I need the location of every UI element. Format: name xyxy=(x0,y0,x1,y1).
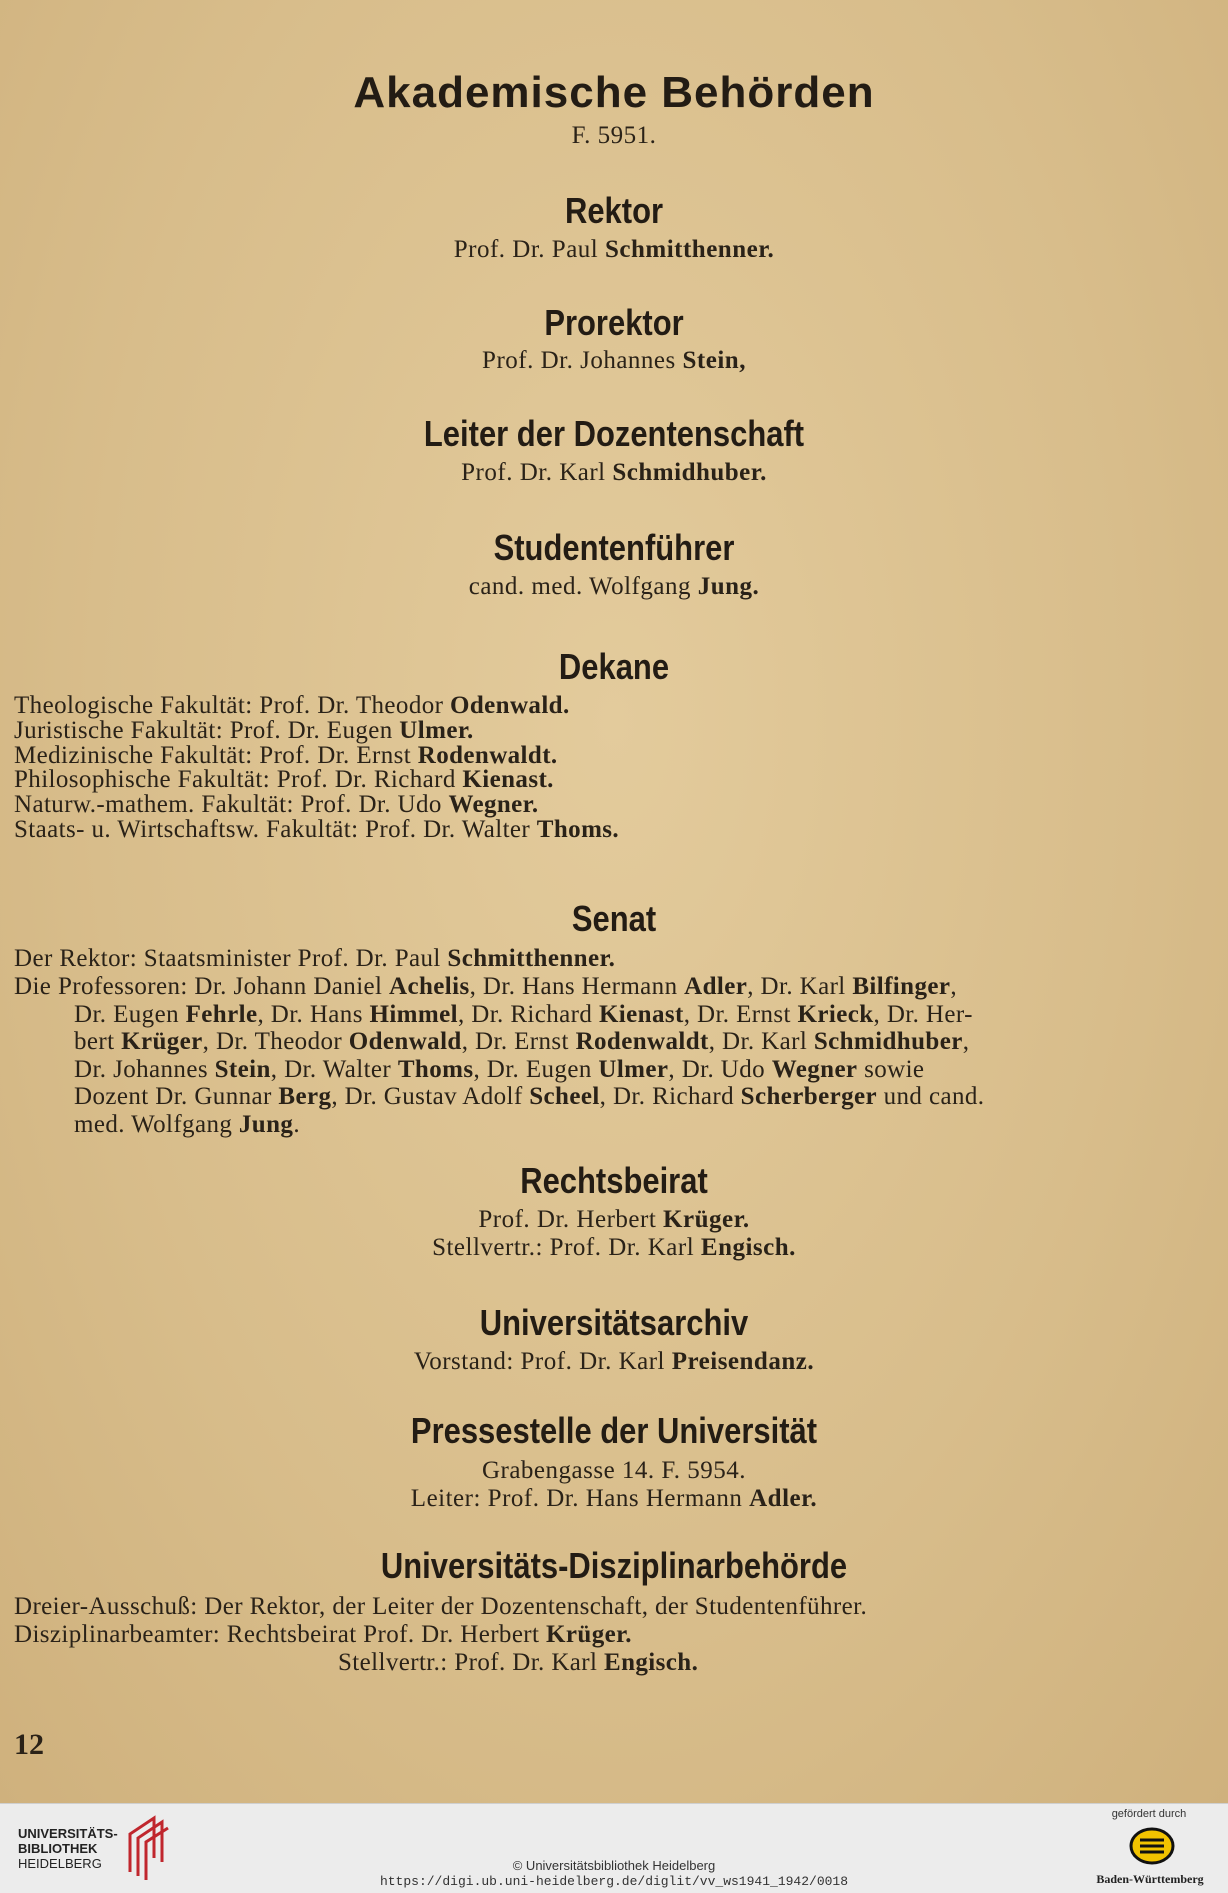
rektor-line: Prof. Dr. Paul Schmitthenner. xyxy=(453,236,775,263)
presse-line-1: Grabengasse 14. F. 5954. xyxy=(481,1457,747,1484)
rechtsbeirat-line-1: Prof. Dr. Herbert Krüger. xyxy=(478,1206,750,1233)
prorektor-heading: Prorektor xyxy=(544,302,684,343)
senat-professor-line: Die Professoren: Dr. Johann Daniel Achelis, Dr. Hans Hermann Adler, Dr. Karl Bilfinger, xyxy=(14,973,958,1000)
rechtsbeirat-heading: Rechtsbeirat xyxy=(520,1160,708,1201)
source-url-link[interactable]: https://digi.ub.uni-heidelberg.de/diglit/vv_ws1941_1942/0018 xyxy=(379,1874,849,1889)
disziplinar-line-2: Disziplinarbeamter: Rechtsbeirat Prof. Dr. Herbert Krüger. xyxy=(14,1621,632,1648)
disziplinar-heading: Universitäts-Disziplinarbehörde xyxy=(380,1545,848,1586)
rektor-heading: Rektor xyxy=(564,190,664,231)
dekan-row: Theologische Fakultät: Prof. Dr. Theodor Odenwald. xyxy=(14,692,570,719)
footer-bar xyxy=(0,1803,1228,1893)
page-title: Akademische Behörden xyxy=(353,68,875,117)
dekan-row: Medizinische Fakultät: Prof. Dr. Ernst Rodenwaldt. xyxy=(14,741,558,769)
archiv-line: Vorstand: Prof. Dr. Karl Preisendanz. xyxy=(413,1348,815,1375)
prorektor-line: Prof. Dr. Johannes Stein, xyxy=(482,347,746,374)
state-name-text: Baden-Württemberg xyxy=(1096,1872,1204,1886)
page-number: 12 xyxy=(14,1728,44,1761)
rechtsbeirat-line-2: Stellvertr.: Prof. Dr. Karl Engisch. xyxy=(432,1234,796,1261)
library-name-line-1: UNIVERSITÄTS- xyxy=(18,1826,118,1841)
disziplinar-line-3: Stellvertr.: Prof. Dr. Karl Engisch. xyxy=(338,1649,699,1676)
library-name-line-2: BIBLIOTHEK xyxy=(18,1841,98,1856)
funded-by-text: gefördert durch xyxy=(1111,1808,1187,1820)
presse-heading: Pressestelle der Universität xyxy=(410,1410,818,1451)
senat-professor-line: Dr. Eugen Fehrle, Dr. Hans Himmel, Dr. Richard Kienast, Dr. Ernst Krieck, Dr. Her- xyxy=(74,1000,973,1028)
senat-professor-line: Dr. Johannes Stein, Dr. Walter Thoms, Dr. Eugen Ulmer, Dr. Udo Wegner sowie xyxy=(74,1055,925,1083)
dekan-row: Naturw.-mathem. Fakultät: Prof. Dr. Udo Wegner. xyxy=(14,791,539,819)
studentenfuehrer-line: cand. med. Wolfgang Jung. xyxy=(468,573,760,600)
studentenfuehrer-heading: Studentenführer xyxy=(493,527,735,568)
dekane-heading: Dekane xyxy=(558,646,670,687)
senat-professor-line: bert Krüger, Dr. Theodor Odenwald, Dr. Ernst Rodenwaldt, Dr. Karl Schmidhuber, xyxy=(74,1028,970,1056)
copyright-text: © Universitätsbibliothek Heidelberg xyxy=(512,1858,716,1873)
senat-heading: Senat xyxy=(571,898,657,939)
dekan-row: Juristische Fakultät: Prof. Dr. Eugen Ulmer. xyxy=(14,716,474,744)
senat-rektor-line: Der Rektor: Staatsminister Prof. Dr. Paul Schmitthenner. xyxy=(14,945,616,972)
archiv-heading: Universitätsarchiv xyxy=(479,1302,749,1343)
presse-line-2: Leiter: Prof. Dr. Hans Hermann Adler. xyxy=(410,1485,818,1512)
senat-professor-line: Dozent Dr. Gunnar Berg, Dr. Gustav Adolf Scheel, Dr. Richard Scherberger und cand. xyxy=(74,1083,985,1111)
title-phone: F. 5951. xyxy=(571,122,657,149)
disziplinar-line-1: Dreier-Ausschuß: Der Rektor, der Leiter der Dozentenschaft, der Studentenführer. xyxy=(14,1593,868,1620)
dozentenschaft-heading: Leiter der Dozentenschaft xyxy=(423,413,805,454)
dozentenschaft-line: Prof. Dr. Karl Schmidhuber. xyxy=(461,459,767,486)
senat-professor-line: med. Wolfgang Jung. xyxy=(74,1111,300,1138)
library-name-line-3: HEIDELBERG xyxy=(18,1856,102,1871)
dekan-row: Staats- u. Wirtschaftsw. Fakultät: Prof. Dr. Walter Thoms. xyxy=(14,816,620,843)
baden-wuerttemberg-crest-icon xyxy=(1128,1826,1176,1866)
dekan-row: Philosophische Fakultät: Prof. Dr. Richard Kienast. xyxy=(14,766,554,794)
